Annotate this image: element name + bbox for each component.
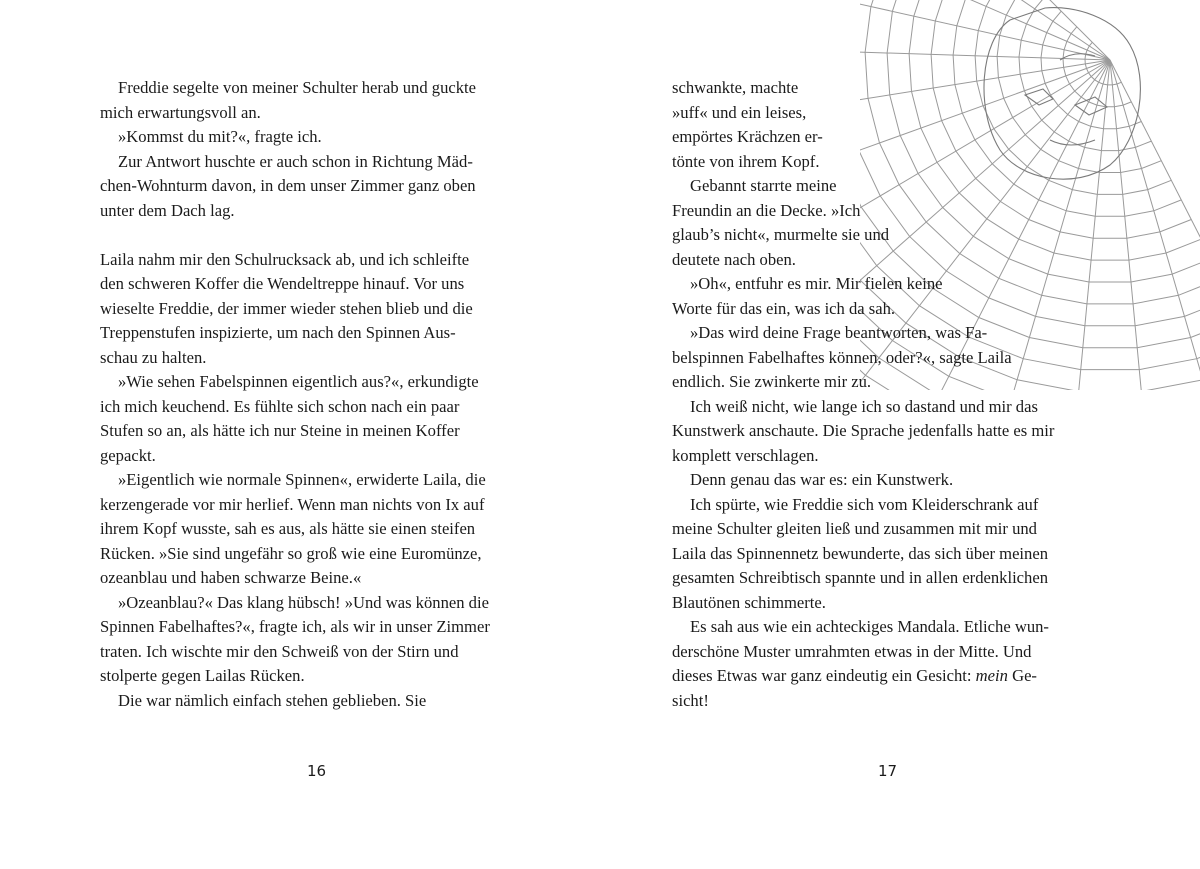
text-line: tönte von ihrem Kopf.: [672, 151, 820, 171]
web-radial-thread: [1110, 60, 1200, 390]
text-line: Blautönen schimmerte.: [672, 592, 826, 612]
text-line: kerzengerade vor mir herlief. Wenn man nichts von Ix auf: [100, 494, 485, 514]
web-radial-thread: [860, 47, 1110, 60]
web-spiral-thread: [1019, 0, 1151, 151]
text-line: traten. Ich wischte mir den Schweiß von der Stirn und: [100, 641, 459, 661]
text-line: schau zu halten.: [100, 347, 207, 367]
text-line: Die war nämlich einfach stehen geblieben. Sie: [118, 690, 427, 710]
text-line: [672, 664, 1037, 689]
web-spiral-thread: [1041, 11, 1141, 129]
text-line: Zur Antwort huschte er auch schon in Richtung Mäd-: [118, 151, 473, 171]
text-line: »Eigentlich wie normale Spinnen«, erwiderte Laila, die: [118, 470, 486, 489]
text-line: »uff« und ein leises,: [672, 102, 807, 122]
text-span: dieses Etwas war ganz eindeutig ein Gesicht:: [672, 666, 976, 685]
page-number-left: 16: [307, 762, 327, 780]
text-line: stolperte gegen Lailas Rücken.: [100, 666, 305, 685]
text-line: »Das wird deine Frage beantworten, was Fa-: [690, 323, 988, 342]
text-line: [100, 223, 530, 248]
text-line: ozeanblau und haben schwarze Beine.«: [100, 568, 362, 587]
text-line: »Ozeanblau?« Das klang hübsch! »Und was können die: [118, 592, 489, 612]
text-line: unter dem Dach lag.: [100, 200, 235, 220]
text-line: gesamten Schreibtisch spannte und in allen erdenklichen: [672, 568, 1049, 587]
text-line: wieselte Freddie, der immer wieder stehen blieb und die: [100, 298, 473, 318]
text-line: Worte für das ein, was ich da sah.: [672, 298, 896, 318]
text-line: mich erwartungsvoll an.: [100, 102, 261, 122]
text-line: »Oh«, entfuhr es mir. Mir fielen keine: [690, 274, 943, 293]
text-line: empörtes Krächzen er-: [672, 127, 823, 146]
text-line: »Kommst du mit?«, fragte ich.: [118, 127, 322, 146]
text-line: komplett verschlagen.: [672, 445, 819, 465]
left-page-body: [100, 76, 530, 713]
text-line: Stufen so an, als hätte ich nur Steine in meinen Koffer: [100, 421, 460, 440]
text-line: Ich weiß nicht, wie lange ich so dastand und mir das: [690, 396, 1038, 416]
text-line: Gebannt starrte meine: [690, 176, 837, 195]
text-line: Ich spürte, wie Freddie sich vom Kleiderschrank auf: [690, 494, 1039, 514]
text-line: chen-Wohnturm davon, in dem unser Zimmer ganz oben: [100, 176, 476, 195]
text-line: Spinnen Fabelhaftes?«, fragte ich, als wir in unser Zimmer: [100, 617, 490, 636]
text-span: Ge-: [1007, 666, 1037, 685]
right-page: [600, 0, 1200, 869]
text-line: endlich. Sie zwinkerte mir zu.: [672, 372, 872, 391]
text-line: sicht!: [672, 690, 709, 710]
text-line: Laila das Spinnennetz bewunderte, das sich über meinen: [672, 543, 1049, 563]
text-line: schwankte, machte: [672, 78, 799, 97]
text-line: Laila nahm mir den Schulrucksack ab, und ich schleifte: [100, 249, 470, 269]
text-line: deutete nach oben.: [672, 249, 796, 269]
web-radial-thread: [1110, 60, 1200, 390]
right-page-body: [672, 76, 1055, 713]
text-line: Kunstwerk anschaute. Die Sprache jedenfalls hatte es mir: [672, 421, 1055, 440]
text-line: ihrem Kopf wusste, sah es aus, als hätte sie einen steifen: [100, 519, 476, 538]
text-line: Freddie segelte von meiner Schulter herab und guckte: [118, 78, 477, 97]
emphasis-word: mein: [975, 666, 1008, 685]
text-line: meine Schulter gleiten ließ und zusammen mit mir und: [672, 519, 1037, 538]
text-line: Freundin an die Decke. »Ich: [672, 200, 861, 220]
text-line: ich mich keuchend. Es fühlte sich schon nach ein paar: [100, 396, 460, 416]
text-line: belspinnen Fabelhaftes können, oder?«, sagte Laila: [672, 347, 1012, 367]
text-line: »Wie sehen Fabelspinnen eigentlich aus?«, erkundigte: [118, 372, 479, 391]
text-line: Rücken. »Sie sind ungefähr so groß wie eine Euromünze,: [100, 543, 482, 563]
text-line: Treppenstufen inspizierte, um nach den Spinnen Aus-: [100, 323, 456, 342]
text-line: Es sah aus wie ein achteckiges Mandala. Etliche wun-: [690, 617, 1049, 636]
text-line: derschöne Muster umrahmten etwas in der Mitte. Und: [672, 641, 1032, 661]
text-line: gepackt.: [100, 445, 156, 465]
web-radial-thread: [1110, 60, 1150, 390]
web-radial-thread: [1070, 60, 1110, 390]
web-spiral-thread: [1063, 27, 1131, 107]
page-number-right: 17: [878, 762, 898, 780]
text-line: den schweren Koffer die Wendeltreppe hinauf. Vor uns: [100, 274, 465, 293]
text-line: Denn genau das war es: ein Kunstwerk.: [690, 470, 954, 489]
text-line: glaub’s nicht«, murmelte sie und: [672, 225, 890, 244]
